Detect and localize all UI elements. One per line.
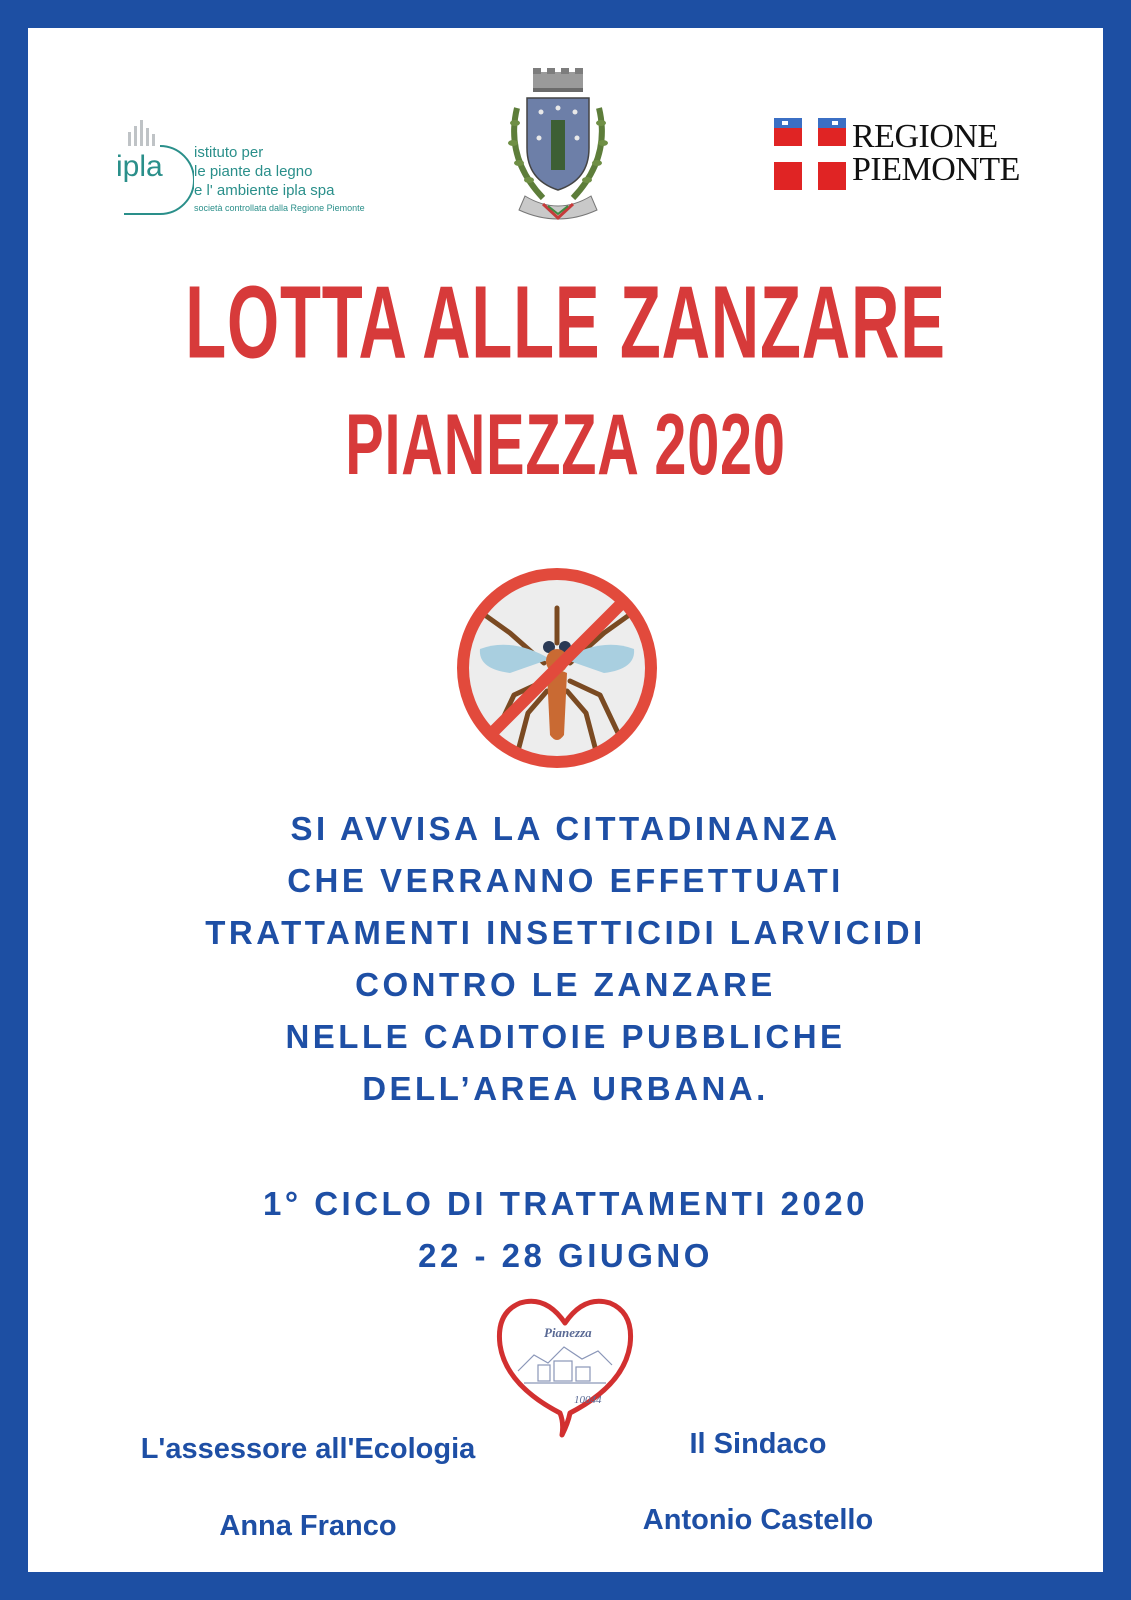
- no-mosquito-icon: [452, 563, 662, 773]
- regione-line1: REGIONE: [852, 118, 998, 155]
- cycle-dates: 22 - 28 GIUGNO: [418, 1237, 713, 1274]
- ipla-line1: istituto per: [194, 144, 264, 161]
- notice-line: TRATTAMENTI INSETTICIDI LARVICIDI: [205, 914, 926, 951]
- logo-row: [28, 28, 1103, 238]
- notice-line: DELL’AREA URBANA.: [362, 1070, 769, 1107]
- sub-title: PIANEZZA 2020: [345, 397, 786, 494]
- poster: [28, 28, 1103, 1572]
- regione-flag-icon: [774, 118, 846, 190]
- notice-text: [28, 803, 1103, 1115]
- ipla-logo: [114, 112, 414, 232]
- ipla-name: [194, 143, 365, 216]
- svg-text:10044: 10044: [574, 1394, 602, 1406]
- pianezza-heart-icon: [494, 1293, 636, 1438]
- notice-line: CHE VERRANNO EFFETTUATI: [287, 862, 844, 899]
- assessore-name: Anna Franco: [219, 1510, 397, 1542]
- regione-logo: [774, 118, 1034, 198]
- regione-line2: PIEMONTE: [852, 151, 1020, 188]
- notice-line: CONTRO LE ZANZARE: [355, 966, 776, 1003]
- notice-line: SI AVVISA LA CITTADINANZA: [290, 810, 841, 847]
- regione-name: [852, 120, 1020, 186]
- ipla-logo-icon: [114, 112, 194, 222]
- ipla-line2: le piante da legno: [194, 163, 313, 180]
- sindaco-name: Antonio Castello: [642, 1504, 874, 1536]
- assessore-role: L'assessore all'Ecologia: [140, 1433, 476, 1465]
- svg-text:Pianezza: Pianezza: [544, 1325, 592, 1340]
- notice-line: NELLE CADITOIE PUBBLICHE: [285, 1018, 846, 1055]
- treatment-cycle: [28, 1178, 1103, 1282]
- sindaco-role: Il Sindaco: [689, 1428, 827, 1460]
- ipla-tagline: società controllata dalla Regione Piemonte: [194, 203, 365, 213]
- svg-text:ipla: ipla: [116, 150, 163, 183]
- town-crest-icon: [503, 68, 613, 228]
- ipla-line3: e l' ambiente ipla spa: [194, 182, 335, 199]
- main-title: LOTTA ALLE ZANZARE: [185, 265, 946, 381]
- cycle-title: 1° CICLO DI TRATTAMENTI 2020: [262, 1185, 869, 1222]
